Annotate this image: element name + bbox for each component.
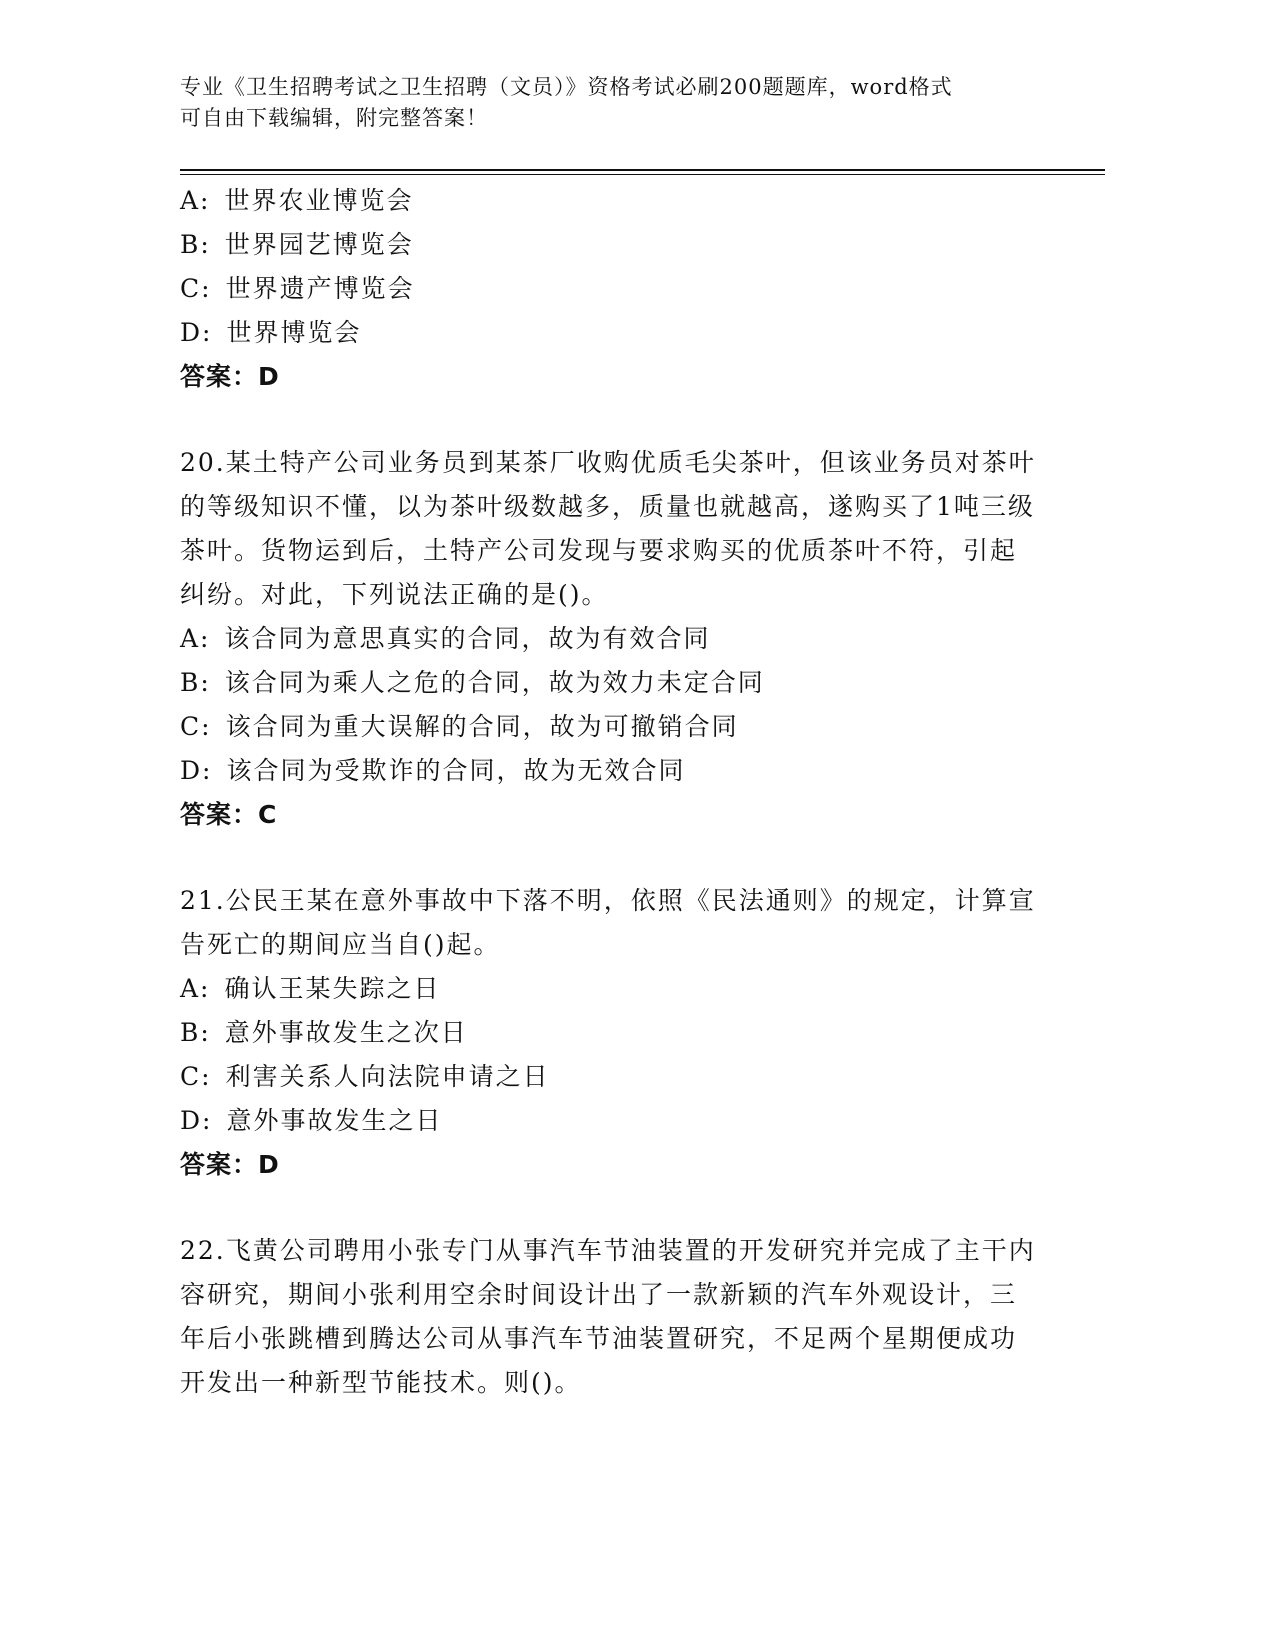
option-letter: A: [180,186,211,215]
header-line-1: 专业《卫生招聘考试之卫生招聘（文员）》资格考试必刷200题题库，word格式 [180,75,953,99]
option-text: 确认王某失踪之日 [224,974,441,1003]
option-d [180,749,1040,793]
option-text: 利害关系人向法院申请之日 [225,1062,550,1091]
document-body [180,179,1040,1405]
option-letter: D: [180,318,213,347]
option-letter: A: [180,974,211,1003]
option-b [180,661,1040,705]
option-text: 该合同为意思真实的合同，故为有效合同 [224,624,711,653]
option-letter: B: [180,230,211,259]
answer-line: 答案：D [180,362,280,391]
question-22 [180,1229,1040,1405]
question-20 [180,441,1040,837]
option-b [180,223,1040,267]
option-letter: C: [180,1062,212,1091]
option-a [180,617,1040,661]
question-stem: 22.飞黄公司聘用小张专门从事汽车节油装置的开发研究并完成了主干内容研究，期间小张利用空余时间设计出了一款新颖的汽车外观设计，三年后小张跳槽到腾达公司从事汽车节油装置研究，不足两个星期便成功开发出一种新型节能技术。则()。 [180,1236,1036,1397]
question-19-continuation [180,179,1040,399]
question-21 [180,879,1040,1187]
header-rule-thick [180,169,1105,171]
option-c [180,705,1040,749]
option-c [180,1055,1040,1099]
document-header [180,72,1040,134]
option-text: 该合同为乘人之危的合同，故为效力未定合同 [224,668,765,697]
option-c [180,267,1040,311]
answer-line: 答案：C [180,800,278,829]
option-a [180,967,1040,1011]
option-letter: C: [180,712,212,741]
option-d [180,311,1040,355]
header-line-2: 可自由下载编辑，附完整答案！ [180,106,488,130]
option-text: 世界园艺博览会 [224,230,414,259]
option-letter: B: [180,668,211,697]
option-text: 意外事故发生之日 [226,1106,443,1135]
option-text: 世界遗产博览会 [225,274,415,303]
option-d [180,1099,1040,1143]
option-b [180,1011,1040,1055]
question-stem: 20.某土特产公司业务员到某茶厂收购优质毛尖茶叶，但该业务员对茶叶的等级知识不懂，以为茶叶级数越多，质量也就越高，遂购买了1吨三级茶叶。货物运到后，土特产公司发现与要求购买的优质茶叶不符，引起纠纷。对此，下列说法正确的是()。 [180,448,1036,609]
option-letter: D: [180,756,213,785]
option-text: 该合同为重大误解的合同，故为可撤销合同 [225,712,739,741]
option-text: 世界农业博览会 [224,186,414,215]
header-rule-thin [180,174,1105,175]
option-letter: D: [180,1106,213,1135]
option-text: 该合同为受欺诈的合同，故为无效合同 [226,756,686,785]
option-text: 意外事故发生之次日 [224,1018,468,1047]
option-text: 世界博览会 [226,318,362,347]
option-letter: A: [180,624,211,653]
option-a [180,179,1040,223]
option-letter: B: [180,1018,211,1047]
answer-line: 答案：D [180,1150,280,1179]
option-letter: C: [180,274,212,303]
question-stem: 21.公民王某在意外事故中下落不明，依照《民法通则》的规定，计算宣告死亡的期间应当自()起。 [180,886,1036,959]
